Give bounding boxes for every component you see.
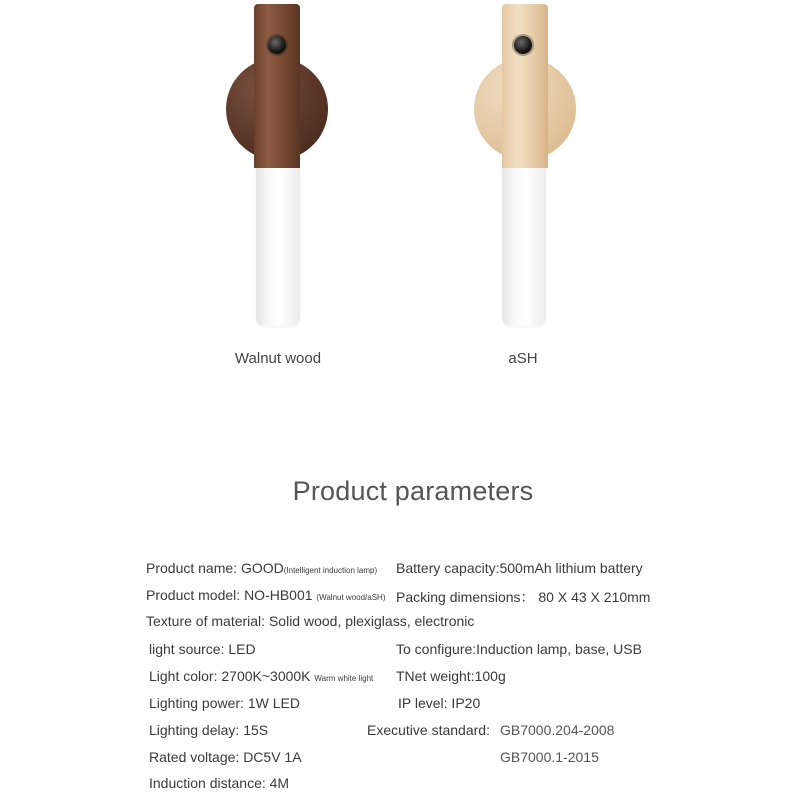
spec-label: Product model: xyxy=(146,587,241,603)
motion-sensor-icon xyxy=(268,36,286,54)
spec-label: Product name: xyxy=(146,560,238,576)
spec-label: Induction distance: xyxy=(149,775,266,791)
spec-label: Rated voltage: xyxy=(149,749,240,765)
spec-value: 2700K~3000K xyxy=(221,668,311,684)
spec-packing-dimensions: Packing dimensions： 80 X 43 X 210mm xyxy=(396,589,651,605)
spec-label: Light color: xyxy=(149,668,218,684)
spec-standard-2: GB7000.1-2015 xyxy=(500,749,599,765)
motion-sensor-icon xyxy=(514,36,532,54)
spec-label: Lighting power: xyxy=(149,695,244,711)
ash-lamp-image xyxy=(472,0,582,330)
spec-lighting-power xyxy=(149,695,300,711)
section-title: Product parameters xyxy=(292,476,534,506)
spec-value: 15S xyxy=(243,722,269,738)
spec-standard-1: GB7000.204-2008 xyxy=(500,722,615,738)
spec-ip-level: IP level: IP20 xyxy=(398,695,481,711)
spec-light-source xyxy=(149,641,256,657)
spec-note: (Walnut wood/aSH) xyxy=(316,593,386,602)
walnut-wood-body xyxy=(254,4,300,168)
spec-value: GOOD xyxy=(240,560,284,576)
ash-wood-body xyxy=(502,4,548,168)
spec-light-color xyxy=(149,668,373,684)
spec-value: DC5V 1A xyxy=(243,749,302,765)
spec-material xyxy=(146,613,474,629)
spec-rated-voltage xyxy=(149,749,302,765)
spec-value: 4M xyxy=(269,775,290,791)
spec-product-name xyxy=(146,560,377,576)
spec-note: (Intelligent induction lamp) xyxy=(283,566,378,575)
spec-label: Texture of material: xyxy=(146,613,266,629)
spec-value: LED xyxy=(228,641,256,657)
spec-label: Lighting delay: xyxy=(149,722,240,738)
ash-light-tube xyxy=(502,168,546,326)
spec-value: 1W LED xyxy=(247,695,300,711)
spec-executive-standard-label: Executive standard: xyxy=(367,722,490,738)
spec-battery-capacity: Battery capacity:500mAh lithium battery xyxy=(396,560,643,576)
spec-value: NO-HB001 xyxy=(244,587,313,603)
walnut-light-tube xyxy=(256,168,300,326)
spec-lighting-delay xyxy=(149,722,268,738)
spec-label: light source: xyxy=(149,641,225,657)
spec-value: Solid wood, plexiglass, electronic xyxy=(268,613,475,629)
spec-note: Warm white light xyxy=(314,674,374,683)
spec-configuration: To configure:Induction lamp, base, USB xyxy=(396,641,642,657)
walnut-caption: Walnut wood xyxy=(234,350,322,367)
spec-induction-distance xyxy=(149,775,289,791)
ash-caption: aSH xyxy=(508,350,538,367)
spec-net-weight: TNet weight:100g xyxy=(396,668,506,684)
spec-product-model xyxy=(146,587,385,603)
walnut-lamp-image xyxy=(224,0,334,330)
